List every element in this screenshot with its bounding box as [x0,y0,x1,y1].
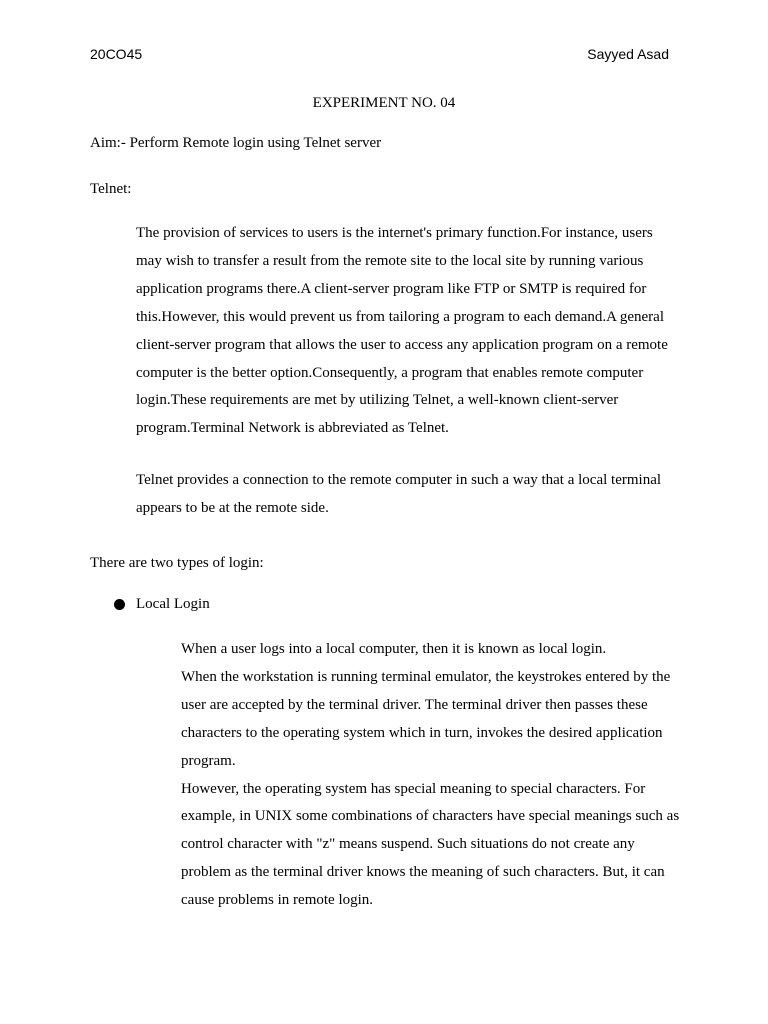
local-login-paragraph-1: When a user logs into a local computer, then it is known as local login. [181,641,607,657]
telnet-paragraph-2: Telnet provides a connection to the remote computer in such a way that a local terminal appears to be at the remote side. [136,472,662,516]
bullet-item-local-login [114,594,210,614]
login-types-heading: There are two types of login: [90,555,264,571]
local-login-paragraph-2: When the workstation is running terminal emulator, the keystrokes entered by the user are accepted by the terminal driver. The terminal driver then passes these characters to the operating system which in turn, invokes the desired application program. [181,668,671,769]
header-roll-number: 20CO45 [90,46,143,62]
local-login-body [181,636,686,915]
header-author-name: Sayyed Asad [587,46,669,62]
bullet-label-local-login: Local Login [136,596,210,612]
telnet-paragraph-1: The provision of services to users is the internet's primary function.For instance, users may wish to transfer a result from the remote site to the local site by running various application programs there.A client-server program like FTP or SMTP is required for this.However, this would prevent us from tailoring a program to each demand.A general client-server program that allows the user to access any application program on a remote computer is the better option.Consequently, a program that enables remote computer login.These requirements are met by utilizing Telnet, a well-known client-server program.Terminal Network is abbreviated as Telnet. [136,225,668,437]
bullet-dot-icon [114,599,125,610]
local-login-paragraph-3: However, the operating system has special meaning to special characters. For example, in UNIX some combinations of characters have special meanings such as control character with "z" means suspend. Such situations do not create any problem as the terminal driver knows the meaning of such characters. But, it can cause problems in remote login. [181,780,680,909]
section-heading-telnet: Telnet: [90,181,132,197]
aim-line: Aim:- Perform Remote login using Telnet server [90,135,382,151]
page-title: EXPERIMENT NO. 04 [312,95,456,111]
